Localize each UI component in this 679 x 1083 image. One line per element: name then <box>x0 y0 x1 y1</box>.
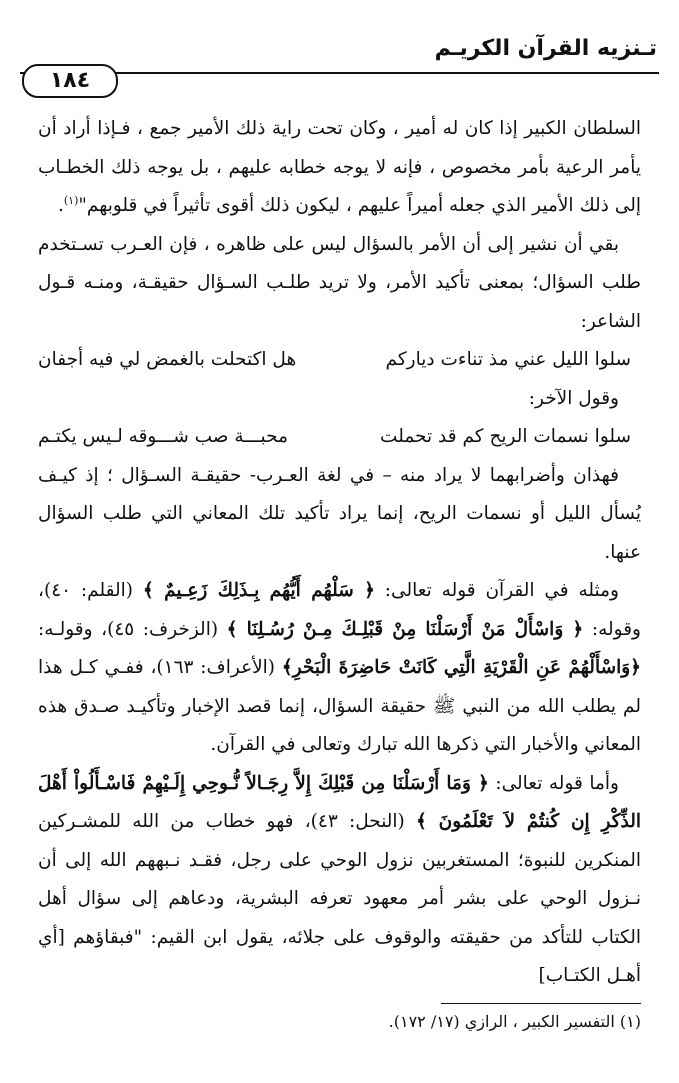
paragraph-6 <box>38 765 641 996</box>
paragraph-1-text: السلطان الكبير إذا كان له أمير ، وكان تحت راية ذلك الأمير جمع ، فـإذا أراد أن يأمر الرعية بأمر مخصوص ، فإنه لا يوجه خطابه عليهم ، بل يوجه ذلك الخطـاب إلى ذلك الأمير الذي جعله أميراً عليهم ، ليكون ذلك أقوى تأثيراً في قلوبهم" <box>38 118 641 216</box>
footnote: (١) التفسير الكبير ، الرازي (١٧/ ١٧٢). <box>388 1012 641 1031</box>
running-title: تـنزيه القرآن الكريـم <box>434 36 657 61</box>
verse-line-1 <box>38 341 641 380</box>
verse-2-right-hemistich: سلوا نسمات الريح كم قد تحملت <box>380 426 631 447</box>
paragraph-5-part-b: (القلم: ٤٠)، وقوله: <box>38 580 641 640</box>
verse-2-left-hemistich: محبـــة صب شـــوقه لـيس يكتـم <box>38 426 288 447</box>
paragraph-6-part-a: وأما قوله تعالى: <box>488 772 619 794</box>
paragraph-4: فهذان وأضرابهما لا يراد منه – في لغة العـرب- حقيقـة السـؤال ؛ إذ كيـف يُسأل الليل أو نسمات الريح، إنما يراد تأكيد تلك المعاني التي طلب السؤال عنها. <box>38 464 641 563</box>
quran-verse-1: ﴿ سَلْهُم أَيُّهُم بِـذَلِكَ زَعِـيمٌ ﴾ <box>142 580 375 601</box>
footnote-rule <box>441 1003 641 1004</box>
paragraph-5 <box>38 572 641 765</box>
paragraph-1 <box>38 110 641 226</box>
page-number: ١٨٤ <box>22 64 118 98</box>
footnote-marker: (١) <box>63 193 79 207</box>
quran-verse-2: ﴿ وَاسْأَلْ مَنْ أَرْسَلْنَا مِنْ قَبْلِـكَ مِـنْ رُسُـلِنَا ﴾ <box>226 618 584 640</box>
verse-line-2 <box>38 418 641 457</box>
page-body <box>38 110 641 996</box>
paragraph-3: وقول الآخر: <box>528 387 619 409</box>
quran-verse-4: ﴿ وَمَا أَرْسَلْنَا مِن قَبْلِكَ إِلاَّ رِجَـالاً نُّـوحِي إِلَـيْهِمْ فَاسْـأَلُواْ أَهْلَ الذِّكْرِ إِن كُنتُمْ لاَ تَعْلَمُونَ ﴾ <box>38 772 641 832</box>
paragraph-5-part-a: ومثله في القرآن قوله تعالى: <box>374 580 619 601</box>
paragraph-5-part-d: (الأعراف: ١٦٣)، ففـي كـل هذا لم يطلب الله من النبي ﷺ حقيقة السؤال، إنما قصد الإخبار وتأكيـد صـدق هذه المعاني والأخبار التي ذكرها الله تبارك وتعالى في القرآن. <box>38 657 641 755</box>
paragraph-5-part-c: (الزخرف: ٤٥)، وقولـه: <box>38 618 227 640</box>
quran-verse-3: ﴿وَاسْأَلْهُمْ عَنِ الْقَرْيَةِ الَّتِي كَانَتْ حَاضِرَةَ الْبَحْرِ﴾ <box>281 657 641 678</box>
paragraph-1-end: . <box>57 195 64 216</box>
verse-1-left-hemistich: هل اكتحلت بالغمض لي فيه أجفان <box>38 349 297 370</box>
paragraph-2: بقي أن نشير إلى أن الأمر بالسؤال ليس على ظاهره ، فإن العـرب تسـتخدم طلب السؤال؛ بمعنى تأكيد الأمر، ولا تريد طلـب السـؤال حقيقـة، ومنـه قـول الشاعر: <box>38 233 641 332</box>
paragraph-6-part-b: (النحل: ٤٣)، فهو خطاب من الله للمشـركين المنكرين للنبوة؛ المستغربين نزول الوحي على رجل، فقـد نـبههم الله إلى أن نـزول الوحي على بشر أمر معهود تعرفه البشرية، ودعاهم إلى سؤال أهل الكتاب للتأكد من حقيقته والوقوف على جلائه، يقول ابن القيم: "فبقاؤهم [أي أهـل الكتـاب] <box>38 811 641 986</box>
verse-1-right-hemistich: سلوا الليل عني مذ تناءت دياركم <box>385 349 631 370</box>
